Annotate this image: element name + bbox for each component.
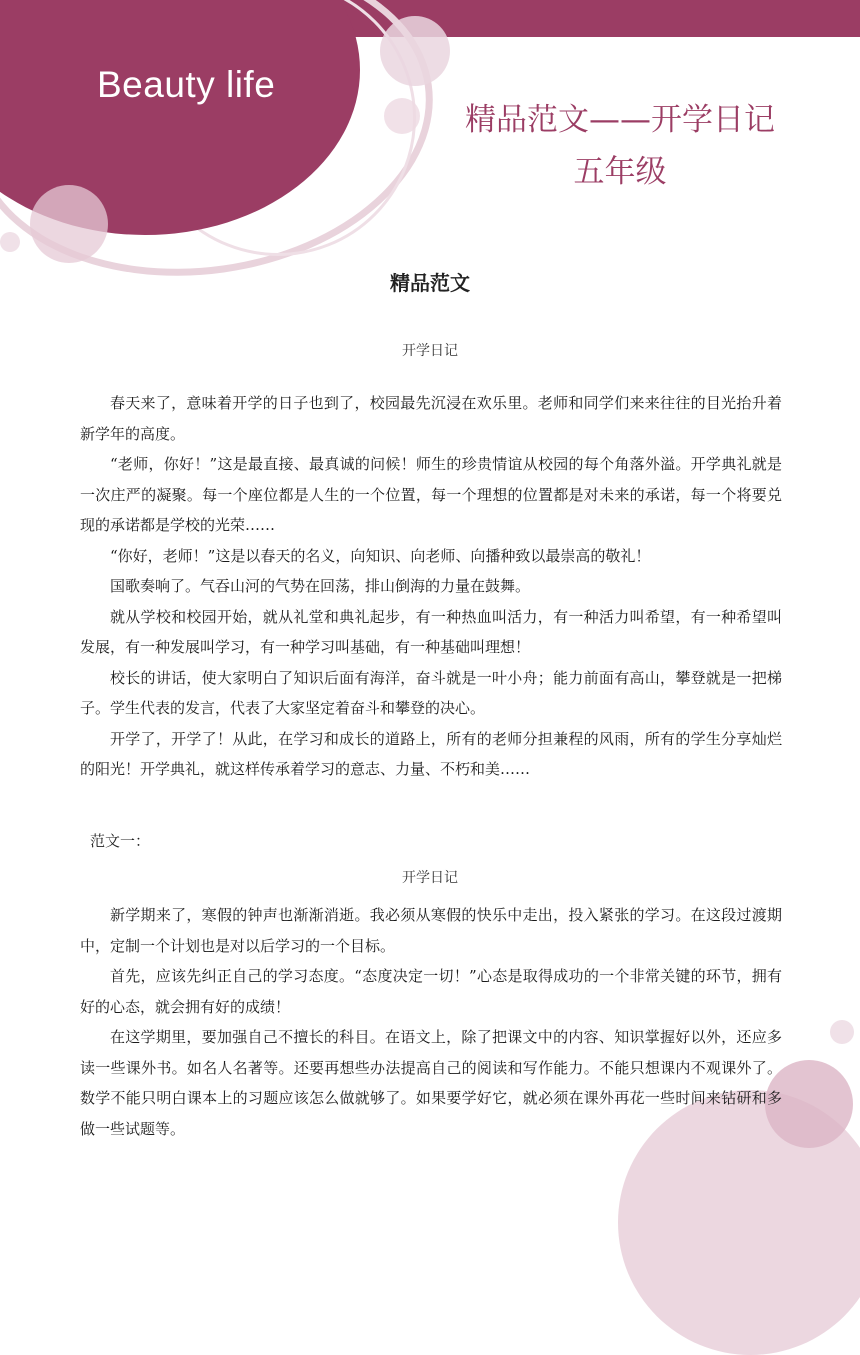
document-title: 精品范文——开学日记 xyxy=(465,102,775,138)
paragraph: 国歌奏响了。气吞山河的气势在回荡，排山倒海的力量在鼓舞。 xyxy=(110,577,531,595)
decorative-dot xyxy=(0,232,20,252)
brand-logo-text: Beauty life xyxy=(97,64,276,105)
sample-label: 范文一： xyxy=(90,832,151,850)
essay-title: 开学日记 xyxy=(402,870,458,886)
paragraph: “老师，你好！”这是最直接、最真诚的问候！师生的珍贵情谊从校园的每个角落外溢。开学典礼就是一次庄严的凝聚。每一个座位都是人生的一个位置，每一个理想的位置都是对未来的承诺，每一个将要兑现的承诺都是学校的光荣…… xyxy=(80,455,782,534)
paragraph: 校长的讲话，使大家明白了知识后面有海洋，奋斗就是一叶小舟；能力前面有高山，攀登就是一把梯子。学生代表的发言，代表了大家坚定着奋斗和攀登的决心。 xyxy=(80,668,782,717)
section-heading: 精品范文 xyxy=(390,271,470,295)
paragraph: 在这学期里，要加强自己不擅长的科目。在语文上，除了把课文中的内容、知识掌握好以外，还应多读一些课外书。如名人名著等。还要再想些办法提高自己的阅读和写作能力。不能只想课内不观课外了。数学不能只明白课本上的习题应该怎么做就够了。如果要学好它，就必须在课外再花一些时间来钻研和多做一些试题等。 xyxy=(80,1028,782,1138)
paragraph: 就从学校和校园开始，就从礼堂和典礼起步，有一种热血叫活力，有一种活力叫希望，有一种希望叫发展，有一种发展叫学习，有一种学习叫基础，有一种基础叫理想！ xyxy=(80,607,782,656)
paragraph: 春天来了，意味着开学的日子也到了，校园最先沉浸在欢乐里。老师和同学们来来往往的目光抬升着新学年的高度。 xyxy=(80,394,782,443)
paragraph: 新学期来了，寒假的钟声也渐渐消逝。我必须从寒假的快乐中走出，投入紧张的学习。在这段过渡期中，定制一个计划也是对以后学习的一个目标。 xyxy=(80,906,782,955)
decorative-bubble xyxy=(380,16,450,86)
document-subtitle-grade: 五年级 xyxy=(573,154,667,190)
decorative-bubble xyxy=(384,98,420,134)
essay-body xyxy=(80,388,782,785)
paragraph: 首先，应该先纠正自己的学习态度。“态度决定一切！”心态是取得成功的一个非常关键的环节，拥有好的心态，就会拥有好的成绩！ xyxy=(80,967,782,1016)
paragraph: 开学了，开学了！从此，在学习和成长的道路上，所有的老师分担兼程的风雨，所有的学生分享灿烂的阳光！开学典礼，就这样传承着学习的意志、力量、不朽和美…… xyxy=(80,729,782,778)
essay-body xyxy=(80,900,782,1144)
decorative-bubble xyxy=(30,185,108,263)
decorative-dot xyxy=(830,1020,854,1044)
essay-title: 开学日记 xyxy=(402,343,458,359)
paragraph: “你好，老师！”这是以春天的名义，向知识、向老师、向播种致以最崇高的敬礼！ xyxy=(110,546,651,565)
